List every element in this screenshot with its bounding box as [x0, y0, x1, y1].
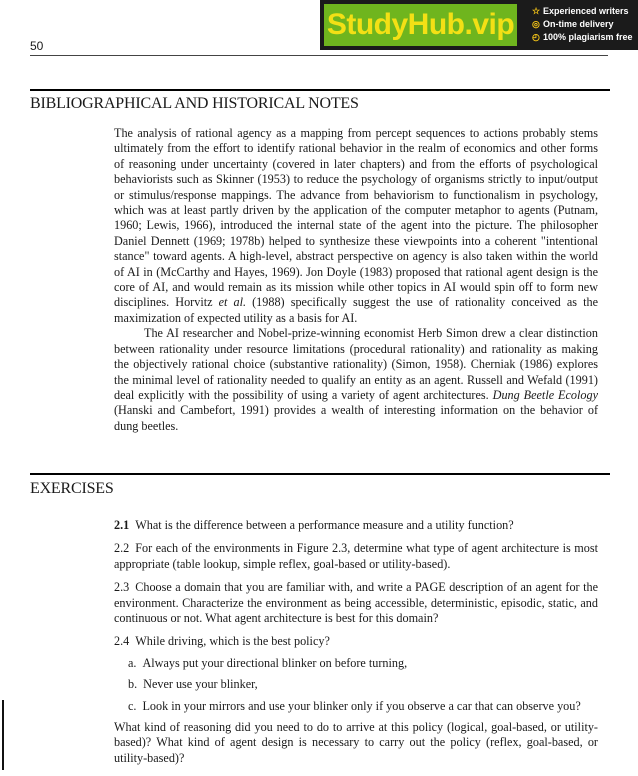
exercise-option — [128, 677, 598, 692]
page-number: 50 — [30, 39, 44, 53]
studyhub-logo[interactable]: StudyHub.vip — [324, 4, 517, 46]
shield-icon: ◴ — [532, 32, 540, 42]
studyhub-banner[interactable] — [320, 0, 638, 50]
banner-feature — [532, 31, 633, 44]
option-text: Never use your blinker, — [143, 677, 258, 692]
exercise-item — [114, 580, 598, 626]
section-rule — [30, 473, 610, 475]
exercise-followup: What kind of reasoning did you need to do to arrive at this policy (logical, goal-based, or utility-based)? What kind of agent design is necessary to carry out the policy (reflex, goal-based, or utility-based)? — [114, 720, 598, 765]
exercise-text: Choose a domain that you are familiar with, and write a PAGE description of an agent for the environment. Characterize the environment as being accessible, deterministic, episodic, static, and continuous or not. What agent architecture is best for this domain? — [114, 580, 598, 626]
banner-feature — [532, 5, 633, 18]
notes-italic-text: et al. — [218, 295, 247, 310]
star-icon: ☆ — [532, 6, 541, 16]
clock-icon: ◎ — [532, 19, 540, 29]
exercises-list — [114, 518, 598, 766]
exercise-item — [114, 634, 598, 649]
banner-feature — [532, 18, 633, 31]
exercise-number: 2.1 — [114, 518, 130, 532]
exercise-number: 2.2 — [114, 541, 130, 556]
notes-text: The AI researcher and Nobel-prize-winning economist Herb Simon drew a clear distinction between rationality under resource limitations (procedural rationality) and rationality as making the objectively rational choice (substantive rationality) (Simon, 1958). Cherniak (1986) explores the minimal level of rationality needed to qualify an entity as an agent. Russell and Wefald (1991) deal explicitly with the possibility of using a variety of agent architectures. — [114, 326, 598, 402]
exercises-heading: EXERCISES — [30, 480, 114, 497]
notes-text: (1988) specifically suggest the use of rationality conceived as the maximization of expected utility as a basis for AI. — [114, 295, 598, 325]
option-text: Look in your mirrors and use your blinker only if you observe a car that can observe you? — [142, 698, 581, 713]
option-label: b. — [128, 677, 138, 692]
scan-edge-mark — [2, 700, 4, 770]
exercise-number: 2.4 — [114, 634, 130, 649]
notes-paragraph — [114, 326, 598, 434]
exercise-text: What is the difference between a performance measure and a utility function? — [135, 518, 514, 532]
option-text: Always put your directional blinker on before turning, — [142, 655, 408, 670]
banner-feature-text: 100% plagiarism free — [543, 32, 633, 42]
exercise-item — [114, 518, 598, 533]
exercise-option — [128, 656, 598, 671]
notes-body — [114, 126, 598, 434]
banner-feature-text: Experienced writers — [543, 6, 629, 16]
exercise-item — [114, 541, 598, 572]
exercise-option — [128, 699, 598, 714]
notes-paragraph — [114, 126, 598, 326]
banner-features — [532, 5, 633, 44]
option-label: a. — [128, 655, 137, 670]
exercise-number: 2.3 — [114, 580, 130, 595]
exercise-text: While driving, which is the best policy? — [135, 634, 330, 649]
exercise-text: For each of the environments in Figure 2.3, determine what type of agent architecture is most appropriate (table lookup, simple reflex, goal-based or utility-based). — [114, 541, 598, 571]
banner-feature-text: On-time delivery — [543, 19, 614, 29]
section-rule — [30, 89, 610, 91]
notes-heading: BIBLIOGRAPHICAL AND HISTORICAL NOTES — [30, 95, 359, 112]
notes-italic-text: Dung Beetle Ecology — [492, 387, 598, 402]
notes-text: The analysis of rational agency as a mapping from percept sequences to actions probably stems ultimately from the effort to identify rational behavior in the realm of economics and other forms of reasoning under uncertainty (covered in later chapters) and from the efforts of psychological behaviorists such as Skinner (1953) to reduce the psychology of organisms strictly to input/output or stimulus/response mappings. The advance from behaviorism to functionalism in psychology, which was at least partly driven by the application of the computer metaphor to agents (Putnam, 1960; Lewis, 1966), introduced the internal state of the agent into the picture. The philosopher Daniel Dennett (1969; 1978b) helped to synthesize these viewpoints into a coherent "intentional stance" toward agents. A high-level, abstract perspective on agency is also taken within the world of AI in (McCarthy and Hayes, 1969). Jon Doyle (1983) proposed that rational agent design is the core of AI, and would remain as its mission while other topics in AI would spin off to form new disciplines. Horvitz — [114, 126, 598, 310]
header-rule — [30, 55, 608, 56]
notes-text: (Hanski and Cambefort, 1991) provides a wealth of interesting information on the behavior of dung beetles. — [114, 403, 598, 433]
option-label: c. — [128, 698, 137, 713]
